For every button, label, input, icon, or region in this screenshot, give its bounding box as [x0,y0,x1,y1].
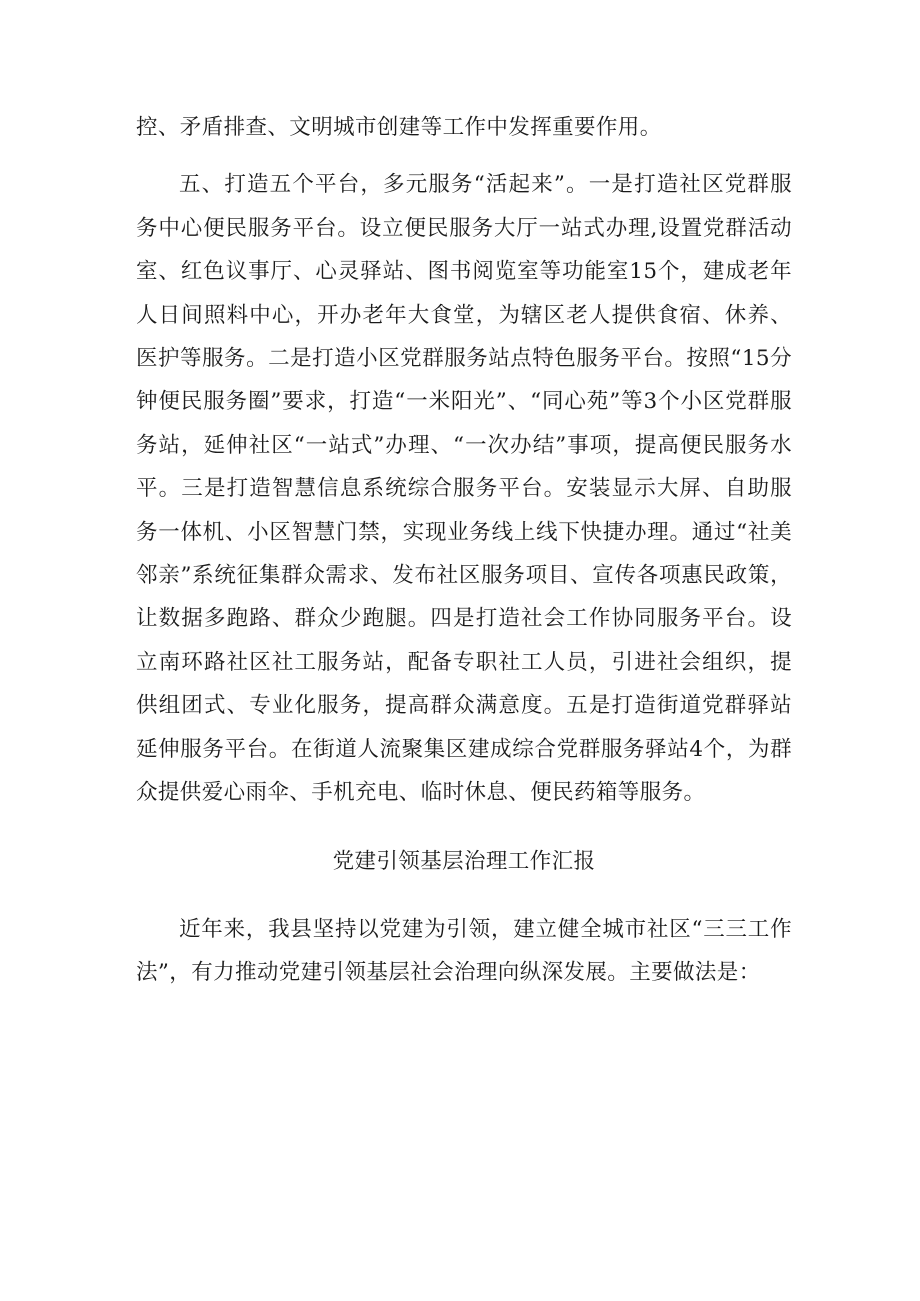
report-title: 党建引领基层治理工作汇报 [332,848,596,874]
paragraph-intro: 近年来，我县坚持以党建为引领，建立健全城市社区“三三工作法”，有力推动党建引领基层社会治理向纵深发展。主要做法是： [136,916,792,986]
document-page [136,106,792,995]
paragraph-continuation: 控、矛盾排查、文明城市创建等工作中发挥重要作用。 [136,115,662,140]
paragraph-five-platforms: 五、打造五个平台，多元服务“活起来”。一是打造社区党群服务中心便民服务平台。设立便民服务大厅一站式办理,设置党群活动室、红色议事厅、心灵驿站、图书阅览室等功能室15个，建成老年人日间照料中心，开办老年大食堂，为辖区老人提供食宿、休养、医护等服务。二是打造小区党群服务站点特色服务平台。按照“15分钟便民服务圈”要求，打造“一米阳光”、“同心苑”等3个小区党群服务站，延伸社区“一站式”办理、“一次办结”事项，提高便民服务水平。三是打造智慧信息系统综合服务平台。安装显示大屏、自助服务一体机、小区智慧门禁，实现业务线上线下快捷办理。通过“社美邻亲”系统征集群众需求、发布社区服务项目、宣传各项惠民政策，让数据多跑路、群众少跑腿。四是打造社会工作协同服务平台。设立南环路社区社工服务站，配备专职社工人员，引进社会组织，提供组团式、专业化服务，提高群众满意度。五是打造街道党群驿站延伸服务平台。在街道人流聚集区建成综合党群服务驿站4个，为群众提供爱心雨伞、手机充电、临时休息、便民药箱等服务。 [136,172,792,806]
